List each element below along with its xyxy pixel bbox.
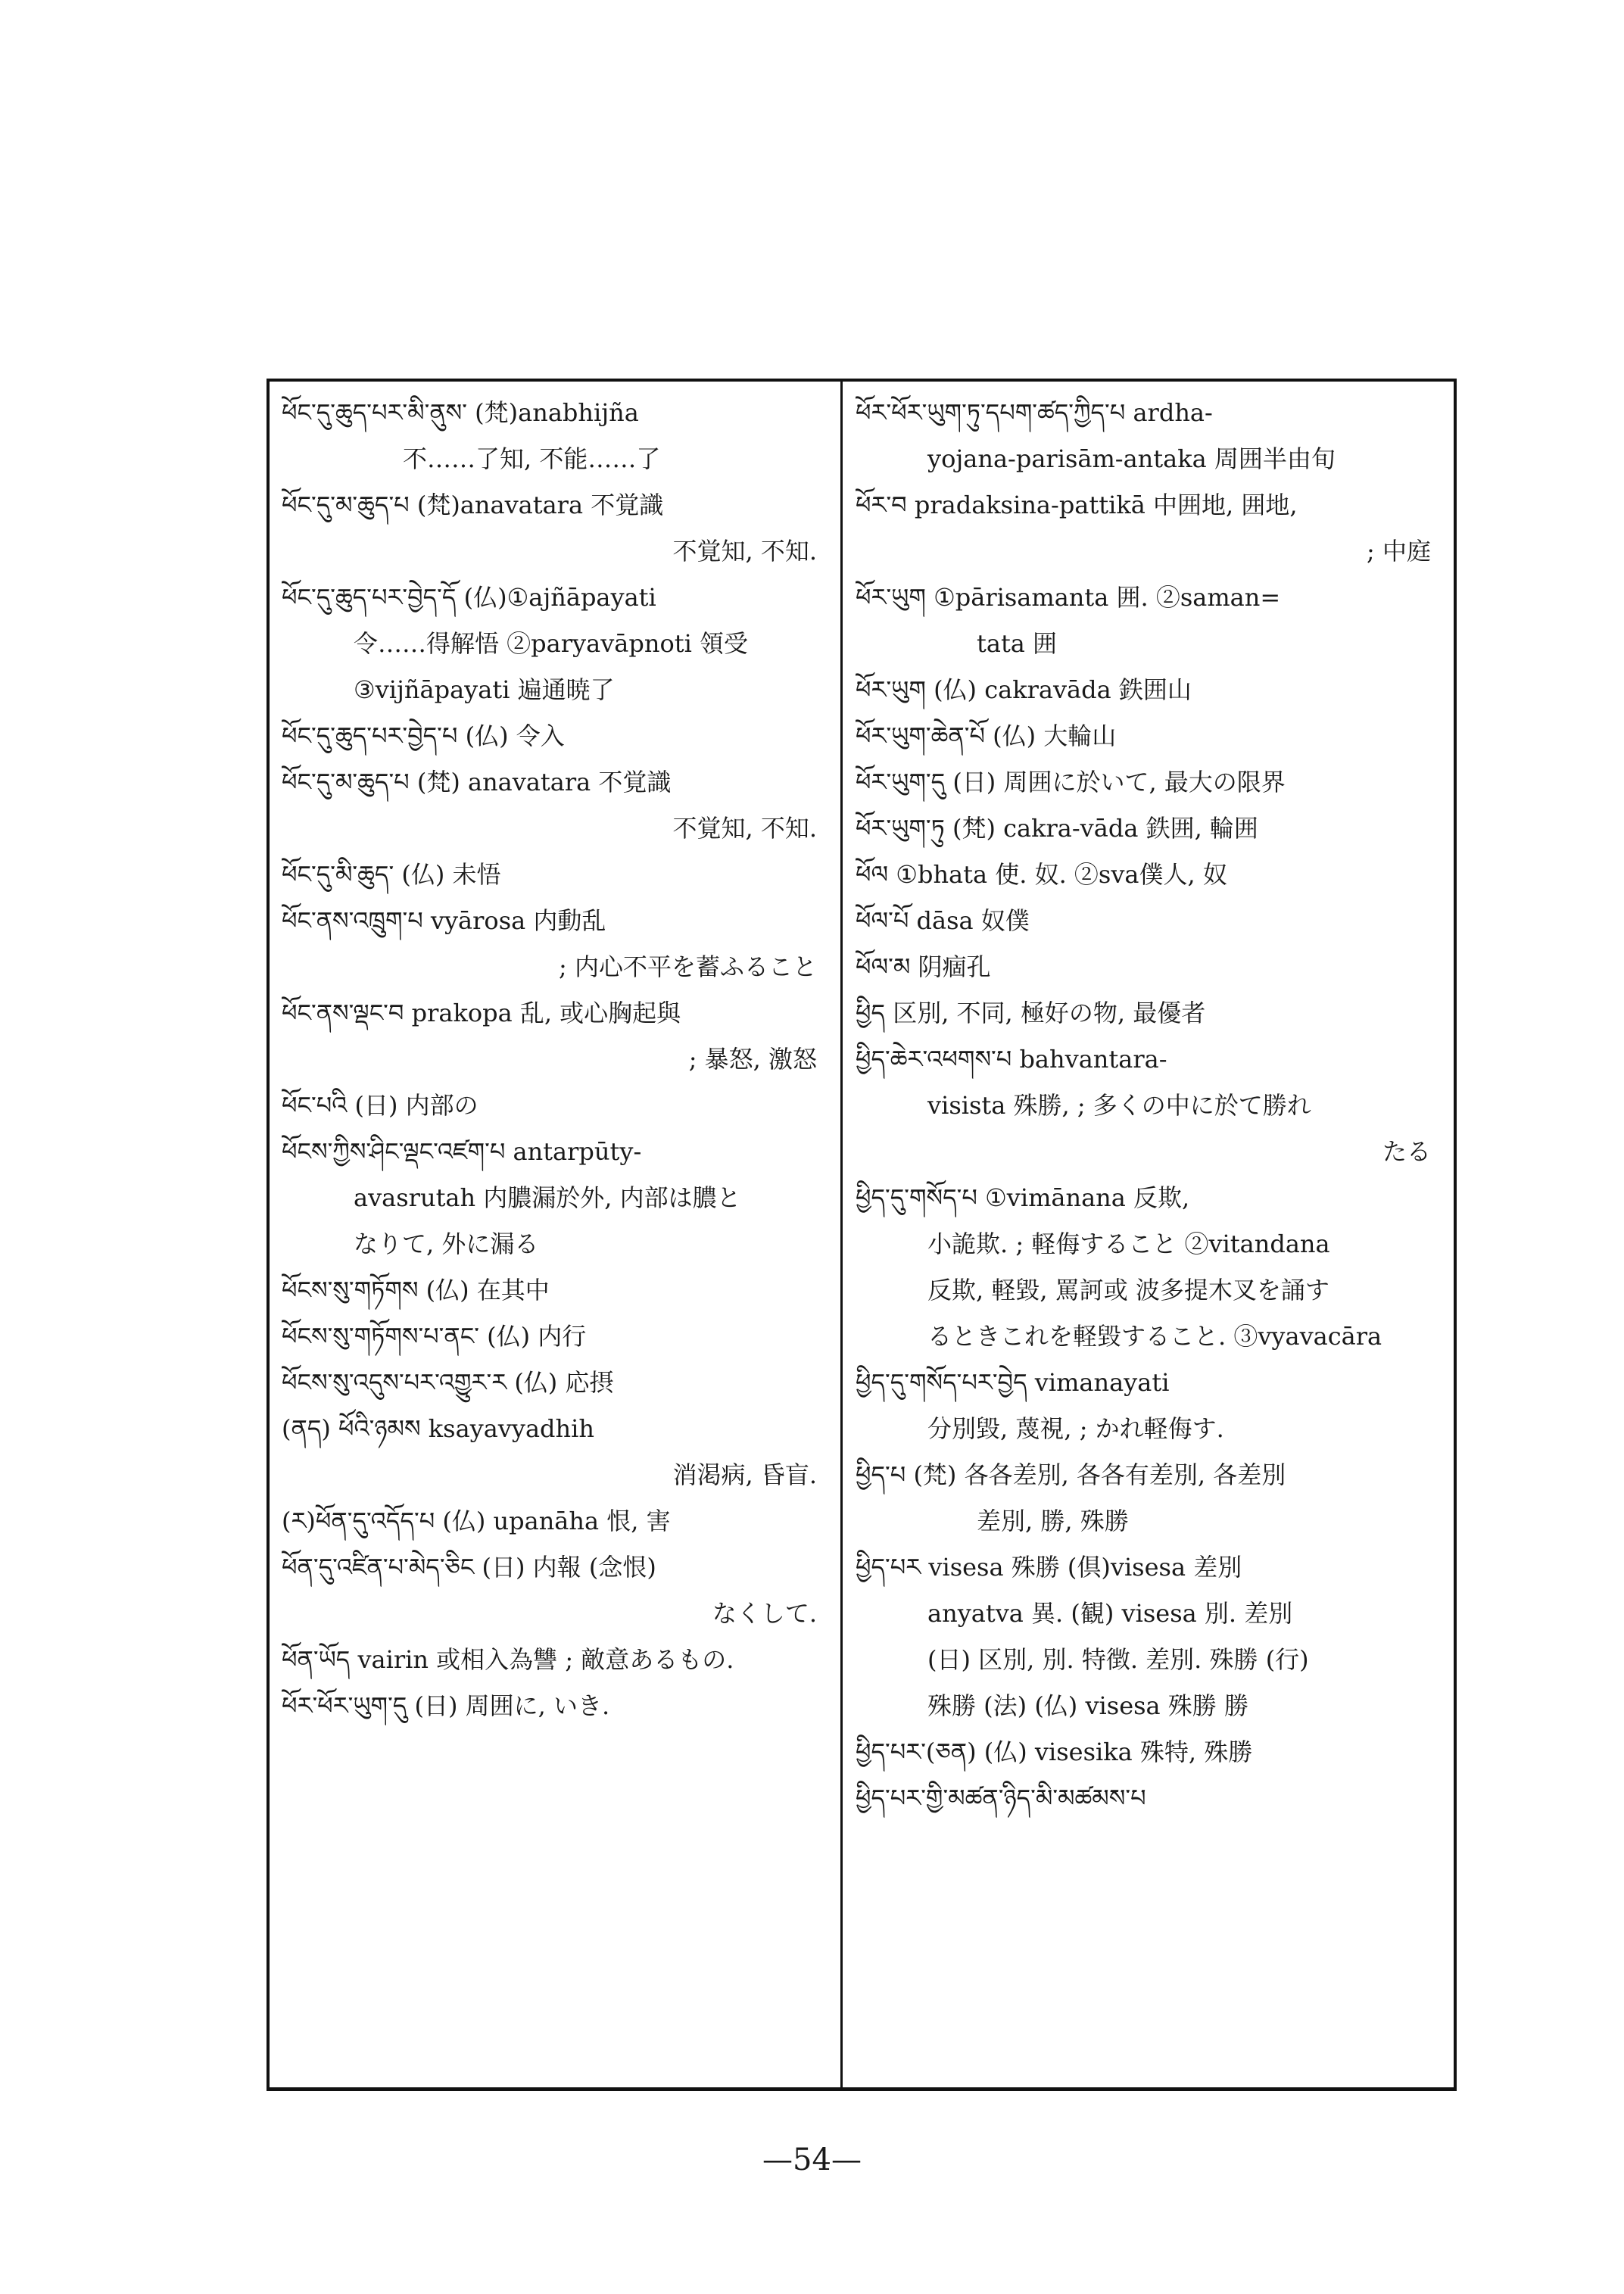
dictionary-line: ཕོར་ཡུག་ཏུ (梵) cakra-vāda 鉄囲, 輪囲 bbox=[856, 814, 1258, 843]
dictionary-line: ཕྱིད་པར་གྱི་མཚན་ཉིད་མི་མཚམས་པ bbox=[856, 1784, 1146, 1812]
dictionary-line: ཕོངས་སུ་གཏོགས་པ་ནང་ (仏) 内行 bbox=[282, 1322, 587, 1351]
dictionary-line: なくして. bbox=[712, 1599, 817, 1628]
dictionary-line: ཕྱིད་དུ་གསོད་པར་བྱེད vimanayati bbox=[856, 1368, 1170, 1397]
dictionary-line: ཕོང་པའི (日) 内部の bbox=[282, 1091, 478, 1120]
dictionary-line: なりて, 外に漏る bbox=[354, 1230, 539, 1258]
dictionary-line: ; 暴怒, 激怒 bbox=[688, 1045, 817, 1074]
dictionary-line: 差別, 勝, 殊勝 bbox=[977, 1507, 1129, 1535]
dictionary-line: 小詭欺. ; 軽侮すること ②vitandana bbox=[927, 1230, 1330, 1258]
left-column bbox=[282, 390, 831, 1729]
dictionary-line: ཕོང་ནས་ལྡང་བ prakopa 乱, 或心胸起與 bbox=[282, 999, 681, 1027]
dictionary-line: ཕོར་ཡུག་ཆེན་པོ (仏) 大輪山 bbox=[856, 722, 1117, 750]
dictionary-line: yojana-parisām-antaka 周囲半由旬 bbox=[927, 444, 1336, 473]
dictionary-line: anyatva 異. (観) visesa 別. 差別 bbox=[927, 1599, 1293, 1628]
dictionary-line: ཕྱིད་པར་(ཅན) (仏) visesika 殊特, 殊勝 bbox=[856, 1738, 1253, 1766]
dictionary-line: るときこれを軽毀すること. ③vyavacāra bbox=[927, 1322, 1382, 1351]
dictionary-line: 反欺, 軽毀, 罵訶或 波多提木叉を誦す bbox=[927, 1276, 1329, 1304]
dictionary-line: 不覚知, 不知. bbox=[672, 814, 817, 843]
dictionary-line: (日) 区別, 別. 特徴. 差別. 殊勝 (行) bbox=[927, 1645, 1309, 1674]
dictionary-line: ཕོལ ①bhata 使. 奴. ②sva僕人, 奴 bbox=[856, 860, 1227, 889]
dictionary-line: (ནད) ཕོའི་ཉམས ksayavyadhih bbox=[282, 1414, 594, 1443]
dictionary-line: ; 内心不平を蓄ふること bbox=[559, 952, 817, 981]
dictionary-line: 令……得解悟 ②paryavāpnoti 領受 bbox=[354, 629, 748, 658]
dictionary-line: ཕོར་ཕོར་ཡུག་ཏུ་དཔག་ཚད་ཀྱིད་པ ardha- bbox=[856, 398, 1213, 427]
dictionary-line: たる bbox=[1382, 1137, 1431, 1166]
dictionary-line: ③vijñāpayati 遍通暁了 bbox=[354, 675, 615, 704]
dictionary-line: ཕོངས་ཀྱིས་ཤིང་ལྡང་འཛག་པ antarpūty- bbox=[282, 1137, 642, 1166]
dictionary-line: avasrutah 内膿漏於外, 内部は膿と bbox=[354, 1183, 741, 1212]
dictionary-line: ཕོར་ཕོར་ཡུག་དུ (日) 周囲に, いき. bbox=[282, 1691, 610, 1720]
dictionary-line: ཕྱིད་དུ་གསོད་པ ①vimānana 反欺, bbox=[856, 1183, 1190, 1212]
dictionary-line: ཕོང་དུ་མ་ཆུད་པ (梵)anavatara 不覚識 bbox=[282, 491, 664, 519]
dictionary-line: ཕྱིད 区別, 不同, 極好の物, 最優者 bbox=[856, 999, 1206, 1027]
right-column bbox=[856, 390, 1445, 1822]
dictionary-line: (ར)ཕོན་དུ་འདོད་པ (仏) upanāha 恨, 害 bbox=[282, 1507, 671, 1535]
dictionary-line: ཕོངས་སུ་འདུས་པར་འགྱུར་ར (仏) 応摂 bbox=[282, 1368, 614, 1397]
dictionary-line: 分別毀, 蔑視, ; かれ軽侮す. bbox=[927, 1414, 1224, 1443]
dictionary-line: 消渇病, 昏盲. bbox=[672, 1460, 817, 1489]
dictionary-line: ཕོངས་སུ་གཏོགས (仏) 在其中 bbox=[282, 1276, 550, 1304]
dictionary-line: tata 囲 bbox=[977, 629, 1058, 658]
dictionary-line: ཕྱིད་པ (梵) 各各差別, 各各有差別, 各差別 bbox=[856, 1460, 1286, 1489]
dictionary-line: ཕོང་དུ་ཆུད་པར་བྱེད་དོ (仏)①ajñāpayati bbox=[282, 583, 656, 612]
dictionary-line: ཕོང་དུ་མ་ཆུད་པ (梵) anavatara 不覚識 bbox=[282, 768, 672, 796]
dictionary-line: ཕོར་བ pradaksina-pattikā 中囲地, 囲地, bbox=[856, 491, 1298, 519]
dictionary-line: ཕོལ་མ 阴痼孔 bbox=[856, 952, 991, 981]
column-divider bbox=[840, 379, 843, 2091]
dictionary-line: ཕོང་དུ་མི་ཆུད་ (仏) 未悟 bbox=[282, 860, 501, 889]
dictionary-line: ; 中庭 bbox=[1367, 537, 1431, 566]
dictionary-line: ཕོང་ནས་འཁྲུག་པ vyārosa 内動乱 bbox=[282, 906, 606, 935]
dictionary-line: ཕྱིད་ཆེར་འཕགས་པ bahvantara- bbox=[856, 1045, 1167, 1074]
dictionary-line: visista 殊勝, ; 多くの中に於て勝れ bbox=[927, 1091, 1311, 1120]
dictionary-line: ཕོར་ཡུག ①pārisamanta 囲. ②saman= bbox=[856, 583, 1281, 612]
dictionary-line: ཕོལ་པོ dāsa 奴僕 bbox=[856, 906, 1030, 935]
dictionary-line: ཕྱིད་པར visesa 殊勝 (倶)visesa 差別 bbox=[856, 1553, 1242, 1582]
dictionary-line: 殊勝 (法) (仏) visesa 殊勝 勝 bbox=[927, 1691, 1248, 1720]
dictionary-line: ཕོང་དུ་ཆུད་པར་མི་ནུས་ (梵)anabhijña bbox=[282, 398, 639, 427]
dictionary-line: 不……了知, 不能……了 bbox=[403, 444, 661, 473]
page-number: —54— bbox=[762, 2143, 862, 2177]
dictionary-line: ཕོན་ཡོད vairin 或相入為讐 ; 敵意あるもの. bbox=[282, 1645, 734, 1674]
dictionary-line: ཕོར་ཡུག (仏) cakravāda 鉄囲山 bbox=[856, 675, 1192, 704]
dictionary-line: 不覚知, 不知. bbox=[672, 537, 817, 566]
dictionary-line: ཕོར་ཡུག་དུ (日) 周囲に於いて, 最大の限界 bbox=[856, 768, 1286, 796]
dictionary-line: ཕོང་དུ་ཆུད་པར་བྱེད་པ (仏) 令入 bbox=[282, 722, 565, 750]
dictionary-line: ཕོན་དུ་འཛིན་པ་མེད་ཅིང (日) 内報 (念恨) bbox=[282, 1553, 656, 1582]
